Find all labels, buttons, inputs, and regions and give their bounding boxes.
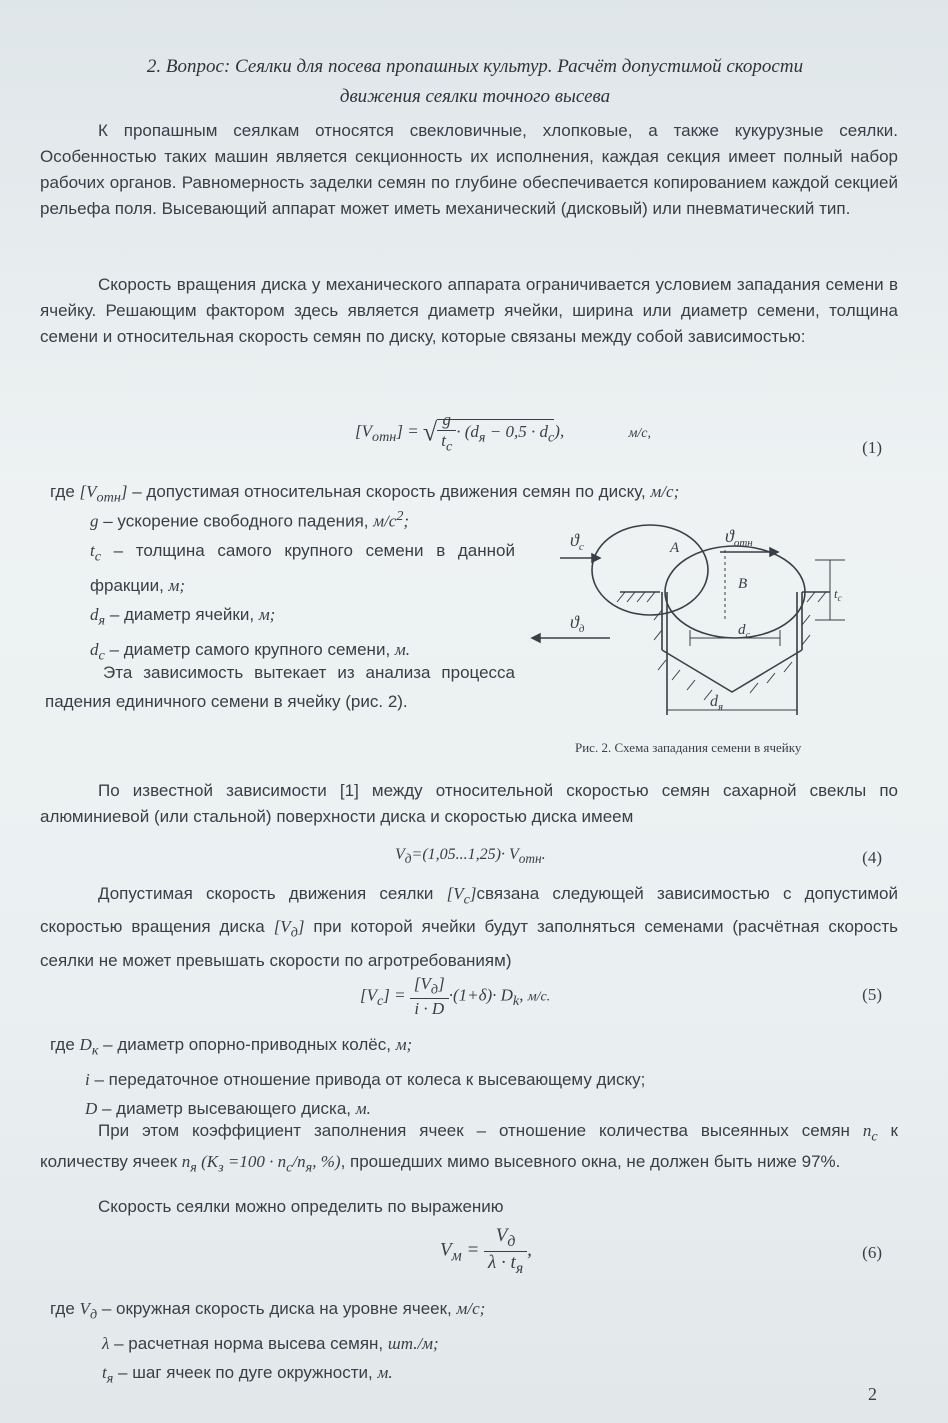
paragraph-intro: К пропашным сеялкам относятся свекловичные, хлопковые, а также кукурузные сеялки. Особенностью таких машин является секционность их исполнения, каждая секция имеет полный набор рабочих органов. Равномерность заделки семян по глубине обеспечивается копированием каждой секцией рельефа поля. Высевающий аппарат может иметь механический (дисковый) или пневматический тип.: [40, 121, 898, 218]
definitions-eq6: где $V_д$ – окружная скорость диска на уровне ячеек, м/с; λ – расчетная норма высева семян, шт./м; $t_я$ – шаг ячеек по дуге окружности, м.: [50, 1299, 486, 1387]
title-line-2: движения сеялки точного высева: [339, 86, 611, 107]
label-tc: $t_c$: [834, 586, 842, 603]
definitions-eq5: где $D_к$ – диаметр опорно-приводных колёс, м; i – передаточное отношение привода от колеса к высевающему диску; D – диаметр высевающего диска, м.: [50, 1035, 646, 1119]
page-number: 2: [868, 1384, 877, 1404]
radicand: $\frac{g}{t_c}$ · ($d_я - 0,5 \cdot d_c$: [437, 419, 554, 441]
seed-cell-diagram: [530, 510, 860, 740]
label-dc: $d_c$: [738, 622, 750, 641]
hatching: [617, 592, 826, 700]
paragraph-known-relation: По известной зависимости [1] между относительной скоростью семян сахарной свеклы по алюминиевой (или стальной) поверхности диска и скоростью диска имеем: [40, 781, 898, 826]
section-title: [60, 52, 890, 112]
paragraph-fill-coefficient: При этом коэффициент заполнения ячеек – отношение количества высеянных семян $n_c$ к количеству ячеек $n_я$ ($K_з =100 \cdot n_c/n_я$, %), прошедших мимо высевного окна, не должен быть ниже 97%.: [40, 1121, 898, 1176]
paragraph-disk-speed: Скорость вращения диска у механического аппарата ограничивается условием западания семени в ячейку. Решающим фактором здесь является диаметр ячейки, ширина или диаметр семени, толщина семени и относительная скорость семян по диску, которые связаны между собой зависимостью:: [40, 275, 898, 346]
cell-bottom: [662, 650, 802, 692]
figure-caption: Рис. 2. Схема западания семени в ячейку: [575, 740, 802, 755]
equation-4: $V_д=(1,05...1,25)\cdot V_{отн}$.: [395, 846, 546, 867]
seed-b-outline: [665, 546, 805, 638]
label-votn: $ϑ_{отн}$: [725, 526, 753, 549]
paragraph-expression: Скорость сеялки можно определить по выражению: [98, 1197, 504, 1216]
label-vc: $ϑ_c$: [570, 530, 584, 553]
label-a: A: [670, 540, 680, 556]
equation-1: $[V_{отн}]$ = √ $\frac{g}{t_c}$ · $(d_я - 0,5 \cdot d_c)$, м/с,: [355, 410, 651, 455]
label-dy: $d_я$: [710, 693, 724, 713]
equation-5: $[V_c]$ = $\frac{[V_д]}{i \cdot D}$ $\cdot(1+\delta)\cdot D_k$, м/с.: [360, 974, 551, 1019]
equation-6-number: (6): [862, 1243, 882, 1262]
equation-5-number: (5): [862, 985, 882, 1004]
label-vd: $ϑ_д$: [570, 612, 585, 635]
paragraph-analysis: Эта зависимость вытекает из анализа процесса падения единичного семени в ячейку (рис. 2).: [45, 663, 515, 711]
label-b: B: [738, 576, 748, 592]
equation-1-number: (1): [862, 438, 882, 457]
definitions-eq1: где $[V_{отн}]$ – допустимая относительная скорость движения семян по диску, м/с;: [50, 482, 680, 506]
equation-4-number: (4): [862, 848, 882, 867]
title-line-1: 2. Вопрос: Сеялки для посева пропашных культур. Расчёт допустимой скорости: [146, 56, 804, 77]
definitions-column: g – ускорение свободного падения, $м/с^2$; $t_c$ – толщина самого крупного семени в данной фракции, м; $d_я$ – диаметр ячейки, м; $d_c$ – диаметр самого крупного семени, м.: [90, 508, 515, 664]
paragraph-seeder-speed: Допустимая скорость движения сеялки $[V_c]связана$ следующей зависимостью с допустимой скоростью вращения диска $[V_д]$ при которой ячейки будут заполняться семенами (расчётная скорость сеялки не может превышать скорости по агротребованиям): [40, 884, 898, 970]
sqrt-sign: √: [422, 417, 438, 447]
seed-a-outline: [592, 525, 708, 615]
equation-6: $V_м$ = $\frac{V_д}{\lambda \cdot t_я}$ ,: [440, 1225, 532, 1277]
